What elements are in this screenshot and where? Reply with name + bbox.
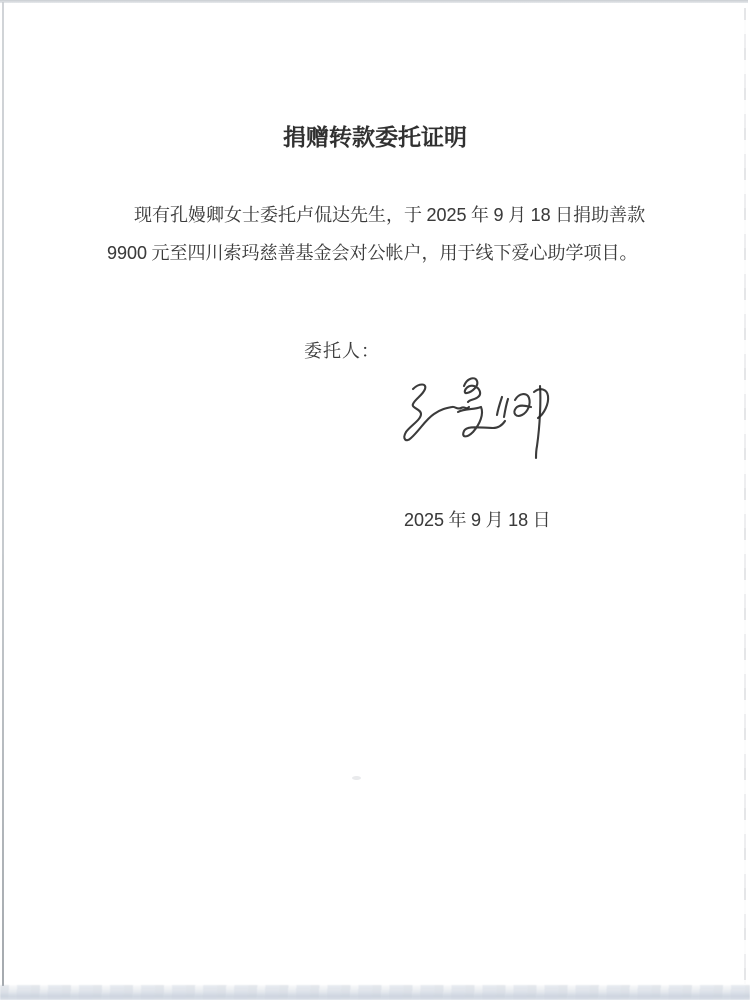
signature-handwriting (380, 370, 580, 460)
scan-noise-band-bottom (0, 985, 750, 1000)
signature-stroke (497, 397, 508, 417)
document-title: 捐赠转款委托证明 (283, 124, 467, 151)
scan-smudge-dot (352, 776, 361, 780)
body-line-2: 9900 元至四川索玛慈善基金会对公帐户，用于线下爱心助学项目。 (107, 243, 638, 263)
scan-edge-right (744, 8, 746, 984)
scan-edge-top (0, 0, 748, 3)
signature-stroke (514, 394, 531, 416)
signature-stroke (464, 378, 480, 402)
consignor-label: 委托人： (304, 341, 380, 361)
document-date: 2025 年 9 月 18 日 (404, 510, 551, 530)
body-line-1: 现有孔嫚卿女士委托卢侃达先生，于 2025 年 9 月 18 日捐助善款 (134, 205, 646, 225)
signature-stroke (536, 386, 540, 458)
